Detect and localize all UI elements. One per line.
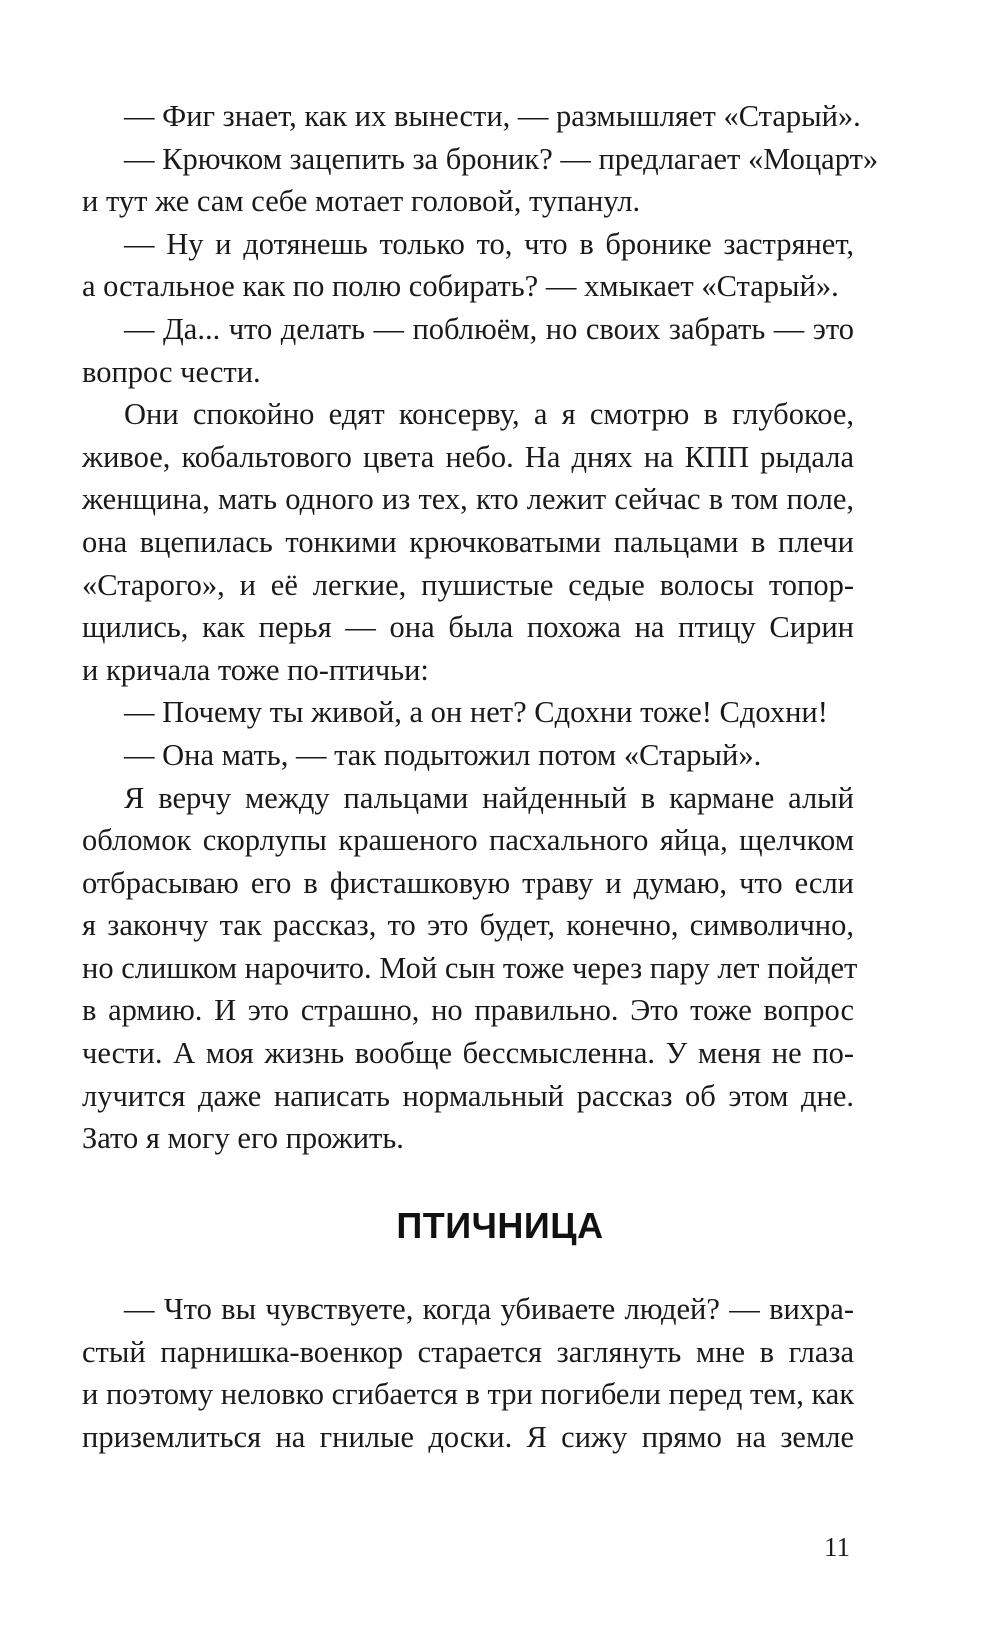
text-line: она вцепилась тонкими крючковатыми пальцами в плечи	[82, 524, 854, 559]
text-line: я закончу так рассказ, то это будет, конечно, символично,	[82, 908, 854, 943]
text-line: — Да... что делать — поблюём, но своих забрать — это	[124, 311, 854, 346]
text-line: женщина, мать одного из тех, кто лежит сейчас в том поле,	[82, 482, 854, 517]
text-line: в армию. И это страшно, но правильно. Это тоже вопрос	[82, 993, 854, 1028]
chapter-heading: ПТИЧНИЦА	[396, 1205, 604, 1246]
text-line: приземлиться на гнилые доски. Я сижу прямо на земле	[82, 1419, 854, 1454]
text-line: Они спокойно едят консерву, а я смотрю в глубокое,	[124, 397, 854, 432]
text-line: и тут же сам себе мотает головой, тупанул.	[82, 184, 641, 219]
text-block-upper	[82, 95, 879, 1160]
text-line: обломок скорлупы крашеного пасхального яйца, щелчком	[82, 823, 854, 858]
text-block-lower	[82, 1288, 854, 1458]
text-line: стый парнишка-военкор старается заглянуть мне в глаза	[82, 1334, 854, 1369]
text-line: — Фиг знает, как их вынести, — размышляет «Старый».	[124, 99, 861, 133]
text-line: чести. А моя жизнь вообще бессмысленна. У меня не по-	[82, 1036, 854, 1071]
page-number: 11	[824, 1532, 850, 1562]
text-line: лучится даже написать нормальный рассказ об этом дне.	[82, 1078, 854, 1113]
text-line: отбрасываю его в фисташковую траву и думаю, что если	[82, 865, 854, 900]
text-line: — Что вы чувствуете, когда убиваете людей? — вихра-	[124, 1292, 854, 1326]
text-line: и поэтому неловко сгибается в три погибели перед тем, как	[82, 1377, 855, 1412]
text-line: «Старого», и её легкие, пушистые седые волосы топор-	[82, 567, 854, 602]
text-line: живое, кобальтового цвета небо. На днях на КПП рыдала	[82, 439, 854, 474]
text-line: Зато я могу его прожить.	[82, 1121, 404, 1156]
text-line: и кричала тоже по-птичьи:	[82, 652, 429, 687]
text-line: щились, как перья — она была похожа на птицу Сирин	[82, 610, 854, 645]
text-line: — Почему ты живой, а он нет? Сдохни тоже! Сдохни!	[124, 695, 828, 730]
text-line: — Крючком зацепить за броник? — предлагает «Моцарт»	[124, 141, 879, 176]
text-line: — Она мать, — так подытожил потом «Старый».	[124, 737, 762, 772]
text-line: Я верчу между пальцами найденный в кармане алый	[124, 780, 854, 815]
text-line: — Ну и дотянешь только то, что в бронике застрянет,	[124, 226, 854, 261]
text-line: а остальное как по полю собирать? — хмыкает «Старый».	[82, 269, 839, 304]
text-line: вопрос чести.	[82, 354, 261, 389]
text-line: но слишком нарочито. Мой сын тоже через пару лет пойдет	[82, 950, 858, 985]
